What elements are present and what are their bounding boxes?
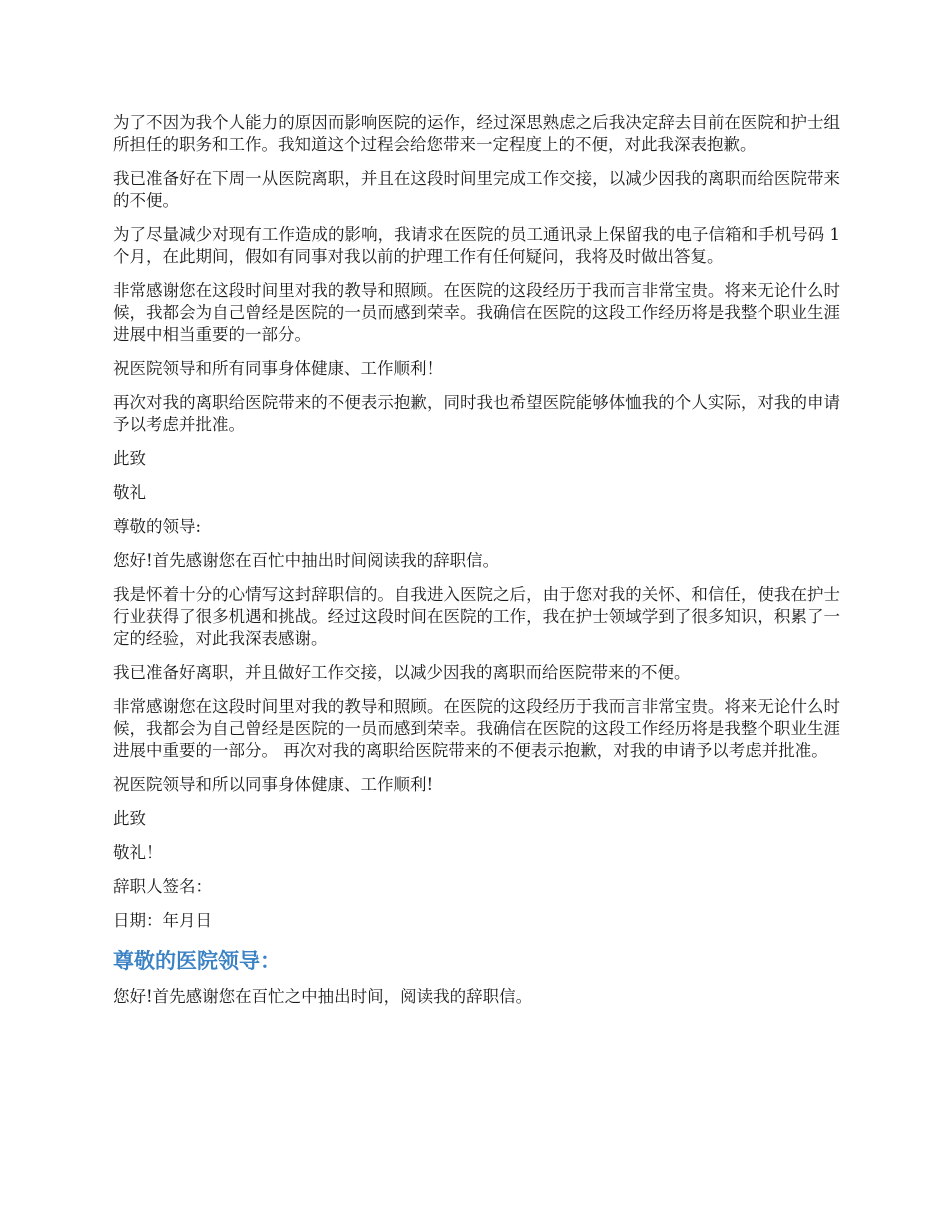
paragraph: 我是怀着十分的心情写这封辞职信的。自我进入医院之后，由于您对我的关怀、和信任，使我在护士行业获得了很多机遇和挑战。经过这段时间在医院的工作，我在护士领域学到了很多知识，积累了一定的经验，对此我深表感谢。 [113, 585, 840, 648]
paragraph: 您好!首先感谢您在百忙之中抽出时间，阅读我的辞职信。 [113, 987, 533, 1006]
paragraph: 再次对我的离职给医院带来的不便表示抱歉，同时我也希望医院能够体恤我的个人实际，对我的申请予以考虑并批准。 [113, 393, 840, 434]
closing-line: 此致 [113, 809, 146, 828]
signature-line: 辞职人签名： [113, 877, 212, 896]
paragraph: 我已准备好在下周一从医院离职，并且在这段时间里完成工作交接，以减少因我的离职而给医院带来的不便。 [113, 169, 840, 210]
paragraph: 祝医院领导和所以同事身体健康、工作顺利! [113, 775, 434, 794]
paragraph: 为了尽量减少对现有工作造成的影响，我请求在医院的员工通讯录上保留我的电子信箱和手机号码 1 个月，在此期间，假如有同事对我以前的护理工作有任何疑问，我将及时做出答复。 [113, 225, 840, 266]
closing-line: 此致 [113, 449, 146, 468]
paragraph: 您好!首先感谢您在百忙中抽出时间阅读我的辞职信。 [113, 551, 500, 570]
salutation: 尊敬的领导: [113, 517, 202, 536]
closing-line: 敬礼 [113, 483, 146, 502]
paragraph: 非常感谢您在这段时间里对我的教导和照顾。在医院的这段经历于我而言非常宝贵。将来无论什么时候，我都会为自己曾经是医院的一员而感到荣幸。我确信在医院的这段工作经历将是我整个职业生涯进展中相当重要的一部分。 [113, 281, 840, 344]
closing-line: 敬礼！ [113, 843, 163, 862]
paragraph: 为了不因为我个人能力的原因而影响医院的运作，经过深思熟虑之后我决定辞去目前在医院和护士组所担任的职务和工作。我知道这个过程会给您带来一定程度上的不便，对此我深表抱歉。 [113, 113, 840, 154]
paragraph: 祝医院领导和所有同事身体健康、工作顺利！ [113, 359, 443, 378]
document-body [113, 112, 840, 1020]
paragraph: 我已准备好离职，并且做好工作交接，以减少因我的离职而给医院带来的不便。 [113, 663, 691, 682]
paragraph: 非常感谢您在这段时间里对我的教导和照顾。在医院的这段经历于我而言非常宝贵。将来无论什么时候，我都会为自己曾经是医院的一员而感到荣幸。我确信在医院的这段工作经历将是我整个职业生涯进展中重要的一部分。 再次对我的离职给医院带来的不便表示抱歉，对我的申请予以考虑并批准。 [113, 697, 840, 760]
date-line: 日期：年月日 [113, 911, 212, 930]
section-heading: 尊敬的医院领导： [113, 949, 281, 973]
